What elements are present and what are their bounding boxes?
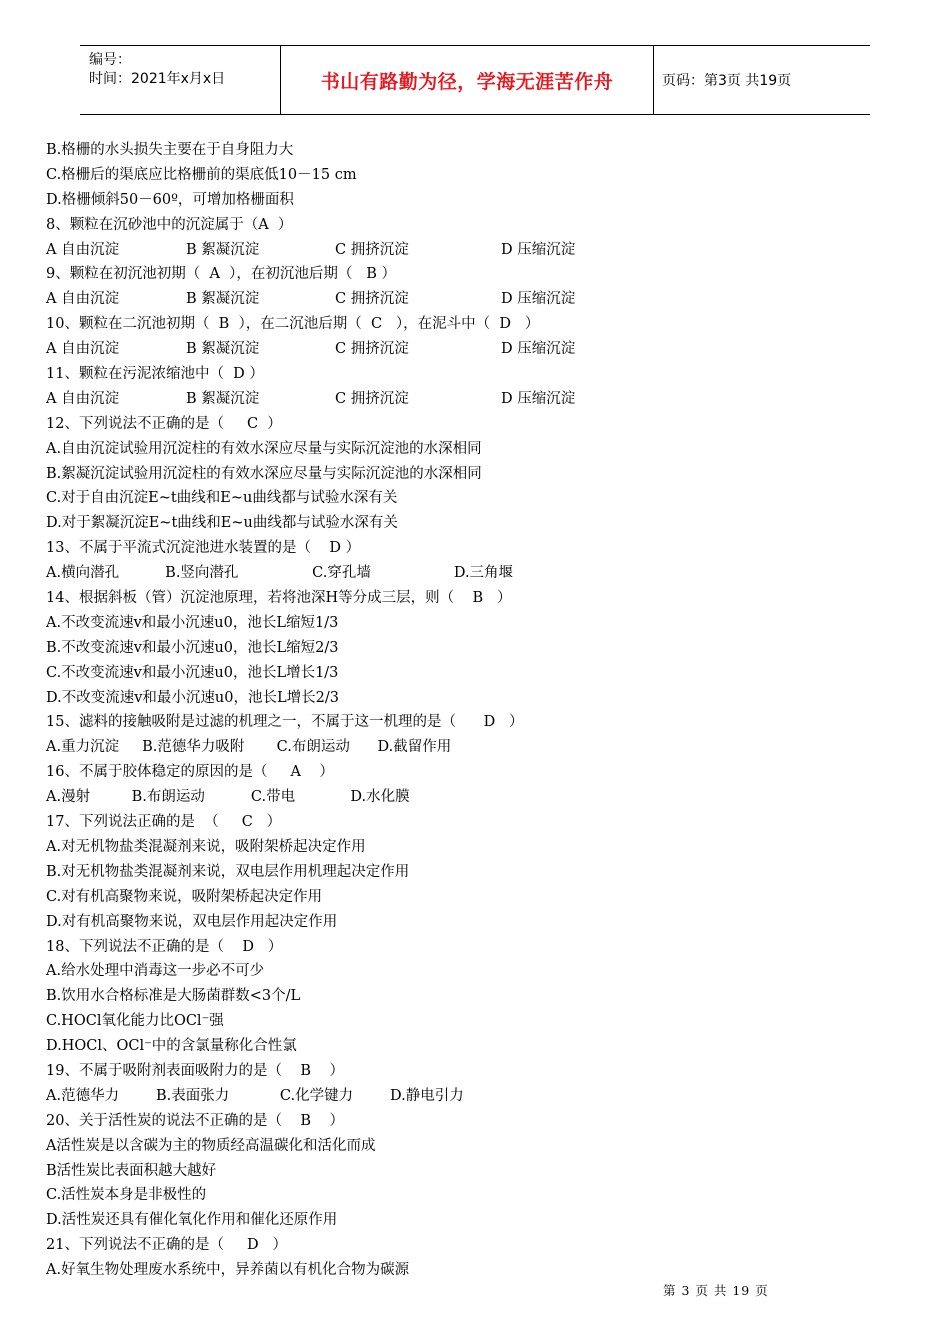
page-footer: 第 3 页 共 19 页 — [663, 1283, 769, 1298]
text-line: 13、不属于平流式沉淀池进水装置的是（ D ） — [46, 540, 361, 557]
option-item: D 压缩沉淀 — [501, 390, 576, 407]
text-line: 14、根据斜板（管）沉淀池原理，若将池深H等分成三层，则（ B ） — [46, 590, 512, 607]
text-line: B活性炭比表面积越大越好 — [46, 1162, 217, 1179]
text-line: C.格栅后的渠底应比格栅前的渠底低10－15 cm — [46, 166, 357, 183]
page-header — [80, 45, 870, 115]
text-line: D.活性炭还具有催化氧化作用和催化还原作用 — [46, 1212, 338, 1229]
option-item: B 絮凝沉淀 — [186, 341, 260, 358]
option-item: B 絮凝沉淀 — [186, 241, 260, 258]
text-line: 18、下列说法不正确的是（ D ） — [46, 938, 283, 955]
text-line: A.自由沉淀试验用沉淀柱的有效水深应尽量与实际沉淀池的水深相同 — [46, 440, 482, 457]
option-row — [46, 387, 886, 412]
text-line: 21、下列说法不正确的是（ D ） — [46, 1237, 287, 1254]
option-item: A 自由沉淀 — [46, 341, 120, 358]
text-line: A.漫射 B.布朗运动 C.带电 D.水化膜 — [46, 789, 410, 806]
time-label: 时间：2021年x月x日 — [89, 71, 226, 87]
text-line: B.格栅的水头损失主要在于自身阻力大 — [46, 142, 294, 158]
text-line: A.给水处理中消毒这一步必不可少 — [46, 963, 265, 980]
text-line: 15、滤料的接触吸附是过滤的机理之一，不属于这一机理的是（ D ） — [46, 714, 524, 731]
option-row — [46, 238, 886, 263]
text-line: B.絮凝沉淀试验用沉淀柱的有效水深应尽量与实际沉淀池的水深相同 — [46, 465, 482, 482]
option-item: D 压缩沉淀 — [501, 341, 576, 358]
text-line: 10、颗粒在二沉池初期（ B ），在二沉池后期（ C ），在泥斗中（ D ） — [46, 316, 540, 333]
text-line: C.HOCl氧化能力比OCl⁻强 — [46, 1013, 224, 1030]
option-item: C 拥挤沉淀 — [335, 390, 409, 407]
text-line: 16、不属于胶体稳定的原因的是（ A ） — [46, 764, 334, 781]
option-item: B 絮凝沉淀 — [186, 291, 260, 308]
text-line: A.范德华力 B.表面张力 C.化学键力 D.静电引力 — [46, 1087, 464, 1104]
text-line: A.重力沉淀 B.范德华力吸附 C.布朗运动 D.截留作用 — [46, 739, 452, 756]
text-line: C.活性炭本身是非极性的 — [46, 1187, 207, 1204]
option-item: C 拥挤沉淀 — [335, 341, 409, 358]
document-body — [46, 138, 886, 1283]
option-item: A 自由沉淀 — [46, 390, 120, 407]
text-line: C.对于自由沉淀E~t曲线和E~u曲线都与试验水深有关 — [46, 490, 398, 507]
option-item: A 自由沉淀 — [46, 291, 120, 308]
text-line: 12、下列说法不正确的是（ C ） — [46, 415, 282, 432]
header-motto: 书山有路勤为径，学海无涯苦作舟 — [281, 46, 654, 114]
option-item: C 拥挤沉淀 — [335, 291, 409, 308]
text-line: A活性炭是以含碳为主的物质经高温碳化和活化而成 — [46, 1137, 376, 1154]
text-line: 9、颗粒在初沉池初期（ A ），在初沉池后期（ B ） — [46, 266, 396, 283]
text-line: A.横向潜孔 B.竖向潜孔 C.穿孔墙 D.三角堰 — [46, 565, 514, 582]
number-label: 编号： — [89, 52, 131, 68]
text-line: A.不改变流速v和最小沉速u0，池长L缩短1/3 — [46, 614, 339, 631]
text-line: 19、不属于吸附剂表面吸附力的是（ B ） — [46, 1062, 344, 1079]
text-line: B.对无机物盐类混凝剂来说，双电层作用机理起决定作用 — [46, 863, 410, 880]
text-line: D.不改变流速v和最小沉速u0，池长L增长2/3 — [46, 689, 339, 706]
option-item: B 絮凝沉淀 — [186, 390, 260, 407]
option-item: D 压缩沉淀 — [501, 291, 576, 308]
text-line: D.对于絮凝沉淀E~t曲线和E~u曲线都与试验水深有关 — [46, 515, 398, 532]
text-line: 8、颗粒在沉砂池中的沉淀属于（A ） — [46, 216, 293, 233]
text-line: 11、颗粒在污泥浓缩池中（ D ） — [46, 366, 264, 383]
header-meta — [80, 46, 281, 114]
header-page-info: 页码：第3页 共19页 — [662, 73, 792, 89]
text-line: D.格栅倾斜50－60º，可增加格栅面积 — [46, 191, 294, 208]
option-row — [46, 337, 886, 362]
text-line: D.对有机高聚物来说，双电层作用起决定作用 — [46, 913, 338, 930]
option-row — [46, 287, 886, 312]
text-line: 20、关于活性炭的说法不正确的是（ B ） — [46, 1112, 344, 1129]
option-item: C 拥挤沉淀 — [335, 241, 409, 258]
text-line: A.好氧生物处理废水系统中，异养菌以有机化合物为碳源 — [46, 1262, 410, 1279]
text-line: C.对有机高聚物来说，吸附架桥起决定作用 — [46, 888, 323, 905]
text-line: A.对无机物盐类混凝剂来说，吸附架桥起决定作用 — [46, 838, 366, 855]
text-line: D.HOCl、OCl⁻中的含氯量称化合性氯 — [46, 1038, 297, 1055]
option-item: D 压缩沉淀 — [501, 241, 576, 258]
option-item: A 自由沉淀 — [46, 241, 120, 258]
text-line: C.不改变流速v和最小沉速u0，池长L增长1/3 — [46, 664, 339, 681]
text-line: B.饮用水合格标准是大肠菌群数<3个/L — [46, 988, 301, 1005]
text-line: B.不改变流速v和最小沉速u0，池长L缩短2/3 — [46, 639, 339, 656]
text-line: 17、下列说法正确的是 （ C ） — [46, 814, 282, 831]
